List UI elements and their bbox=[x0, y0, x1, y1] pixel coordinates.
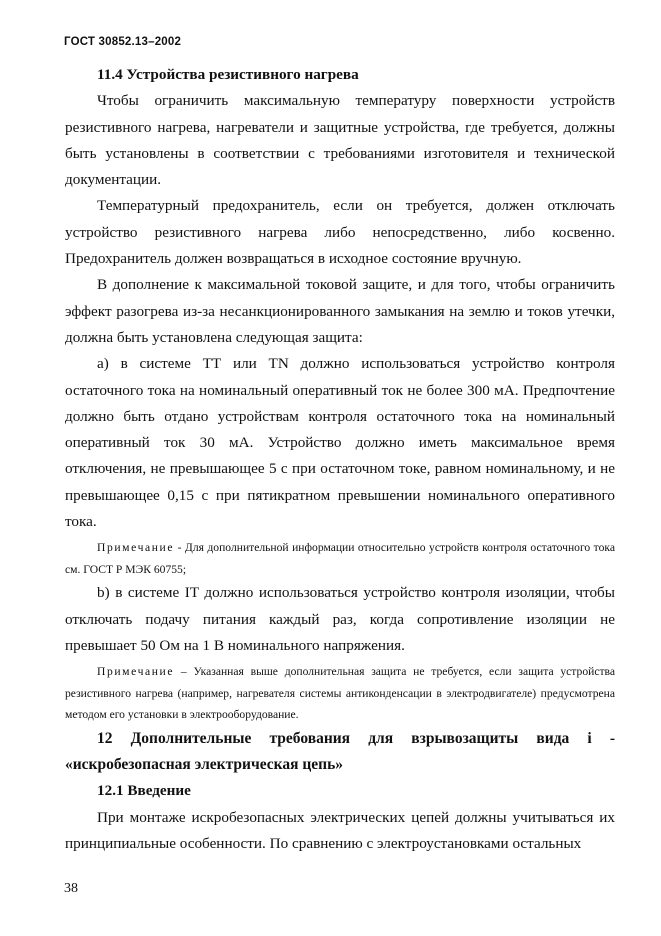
page-number: 38 bbox=[64, 881, 78, 896]
section-12-heading: 12 Дополнительные требования для взрывозащиты вида i - «искробезопасная электрическая цепь» bbox=[65, 729, 615, 774]
section-11-4-heading: 11.4 Устройства резистивного нагрева bbox=[97, 66, 359, 83]
document-code-header: ГОСТ 30852.13–2002 bbox=[64, 36, 182, 48]
note bbox=[65, 537, 615, 580]
note-label: Примечание bbox=[97, 541, 175, 555]
page-content bbox=[65, 62, 615, 857]
paragraph: При монтаже искробезопасных электрических цепей должны учитываться их принципиальные особенности. По сравнению с электроустановками остальных bbox=[65, 808, 615, 852]
list-item-b: b) в системе IT должно использоваться устройство контроля изоляции, чтобы отключать подачу питания каждый раз, когда сопротивление изоляции не превышает 50 Ом на 1 В номинального напряжения. bbox=[65, 584, 615, 654]
section-12-1-heading: 12.1 Введение bbox=[97, 782, 191, 800]
note bbox=[65, 661, 615, 726]
list-item-a: а) в системе ТТ или TN должно использоваться устройство контроля остаточного тока на номинальный оперативный ток не более 300 мА. Предпочтение должно быть отдано устройствам контроля остаточного тока на номинальный оперативный ток 30 мА. Устройство должно иметь максимальное время отключения, не превышающее 5 с при остаточном токе, равном номинальному, и не превышающее 0,15 с при пятикратном превышении номинального оперативного тока. bbox=[65, 355, 615, 531]
paragraph: В дополнение к максимальной токовой защите, и для того, чтобы ограничить эффект разогрева из-за несанкционированного замыкания на землю и токов утечки, должна быть установлена следующая защита: bbox=[65, 276, 615, 346]
note-text: – Указанная выше дополнительная защита не требуется, если защита устройства резистивного нагрева (например, нагревателя системы антиконденсации в электродвигателе) предусмотрена методом его установки в электрооборудование. bbox=[65, 665, 615, 722]
paragraph: Температурный предохранитель, если он требуется, должен отключать устройство резистивного нагрева либо непосредственно, либо косвенно. Предохранитель должен возвращаться в исходное состояние вручную. bbox=[65, 197, 615, 268]
note-label: Примечание bbox=[97, 665, 175, 679]
paragraph: Чтобы ограничить максимальную температуру поверхности устройств резистивного нагрева, нагреватели и защитные устройства, где требуется, должны быть установлены в соответствии с требованиями изготовителя и технической документации. bbox=[65, 92, 615, 189]
note-text: - Для дополнительной информации относительно устройств контроля остаточного тока см. ГОСТ Р МЭК 60755; bbox=[65, 541, 615, 576]
